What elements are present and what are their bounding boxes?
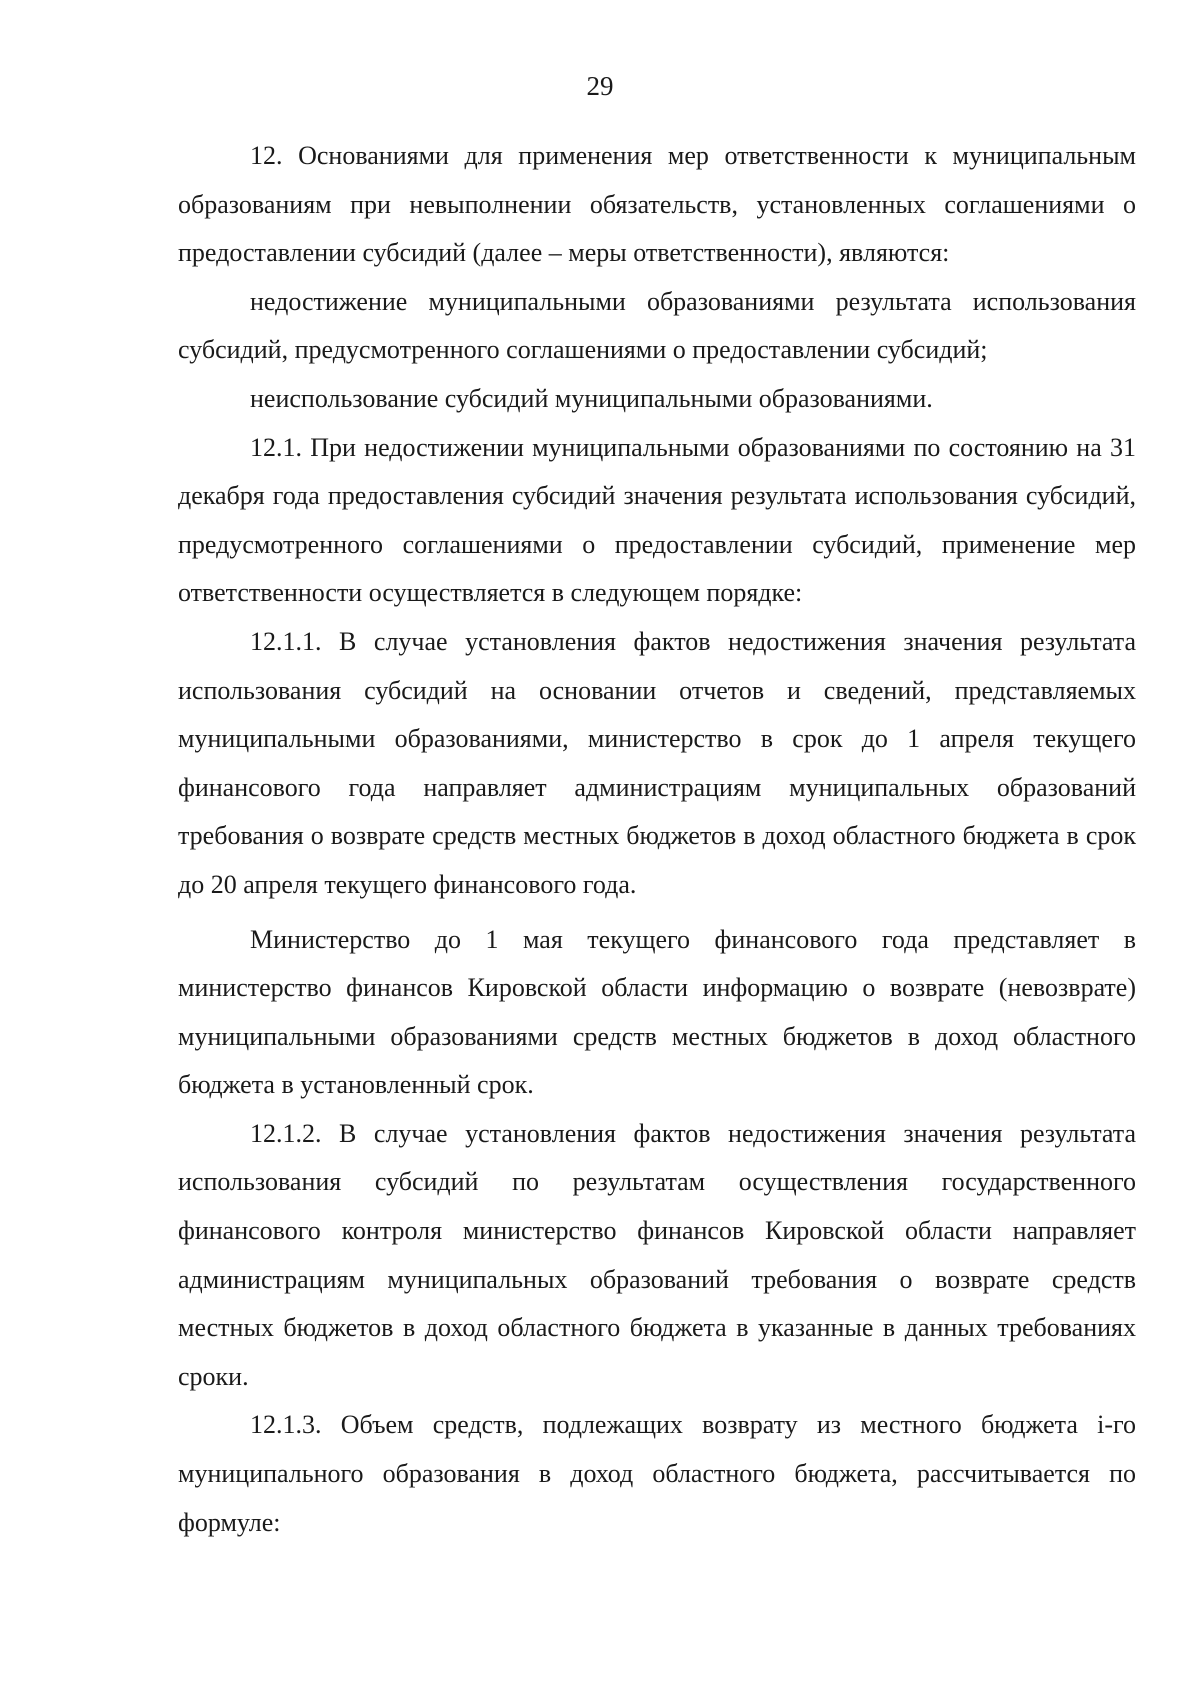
paragraph-12-1-1: 12.1.1. В случае установления фактов недостижения значения результата использования субсидий на основании отчетов и сведений, представляемых муниципальными образованиями, министерство в срок до 1 апреля текущего финансового года направляет администрациям муниципальных образований требования о возврате средств местных бюджетов в доход областного бюджета в срок до 20 апреля текущего финансового года. bbox=[178, 626, 1136, 899]
paragraph-12-1-3: 12.1.3. Объем средств, подлежащих возврату из местного бюджета i-го муниципального образования в доход областного бюджета, рассчитывается по формуле: bbox=[178, 1410, 1136, 1537]
paragraph-12-1-2: 12.1.2. В случае установления фактов недостижения значения результата использования субсидий по результатам осуществления государственного финансового контроля министерство финансов Кировской области направляет администрациям муниципальных образований требования о возврате средств местных бюджетов в доход областного бюджета в указанные в данных требованиях сроки. bbox=[178, 1118, 1136, 1391]
paragraph-ministerstvo: Министерство до 1 мая текущего финансового года представляет в министерство финансов Кировской области информацию о возврате (невозврате) муниципальными образованиями средств местных бюджетов в доход областного бюджета в установленный срок. bbox=[178, 924, 1136, 1100]
paragraph-12: 12. Основаниями для применения мер ответственности к муниципальным образованиям при невыполнении обязательств, установленных соглашениями о предоставлении субсидий (далее – меры ответственности), являются: bbox=[178, 141, 1136, 268]
page-number: 29 bbox=[586, 71, 614, 101]
paragraph-nedostizhenie: недостижение муниципальными образованиями результата использования субсидий, предусмотренного соглашениями о предоставлении субсидий; bbox=[178, 286, 1136, 365]
paragraph-12-1: 12.1. При недостижении муниципальными образованиями по состоянию на 31 декабря года предоставления субсидий значения результата использования субсидий, предусмотренного соглашениями о предоставлении субсидий, применение мер ответственности осуществляется в следующем порядке: bbox=[178, 432, 1136, 608]
paragraph-neispolzovanie: неиспользование субсидий муниципальными образованиями. bbox=[250, 383, 933, 413]
document-body bbox=[178, 132, 1136, 1547]
